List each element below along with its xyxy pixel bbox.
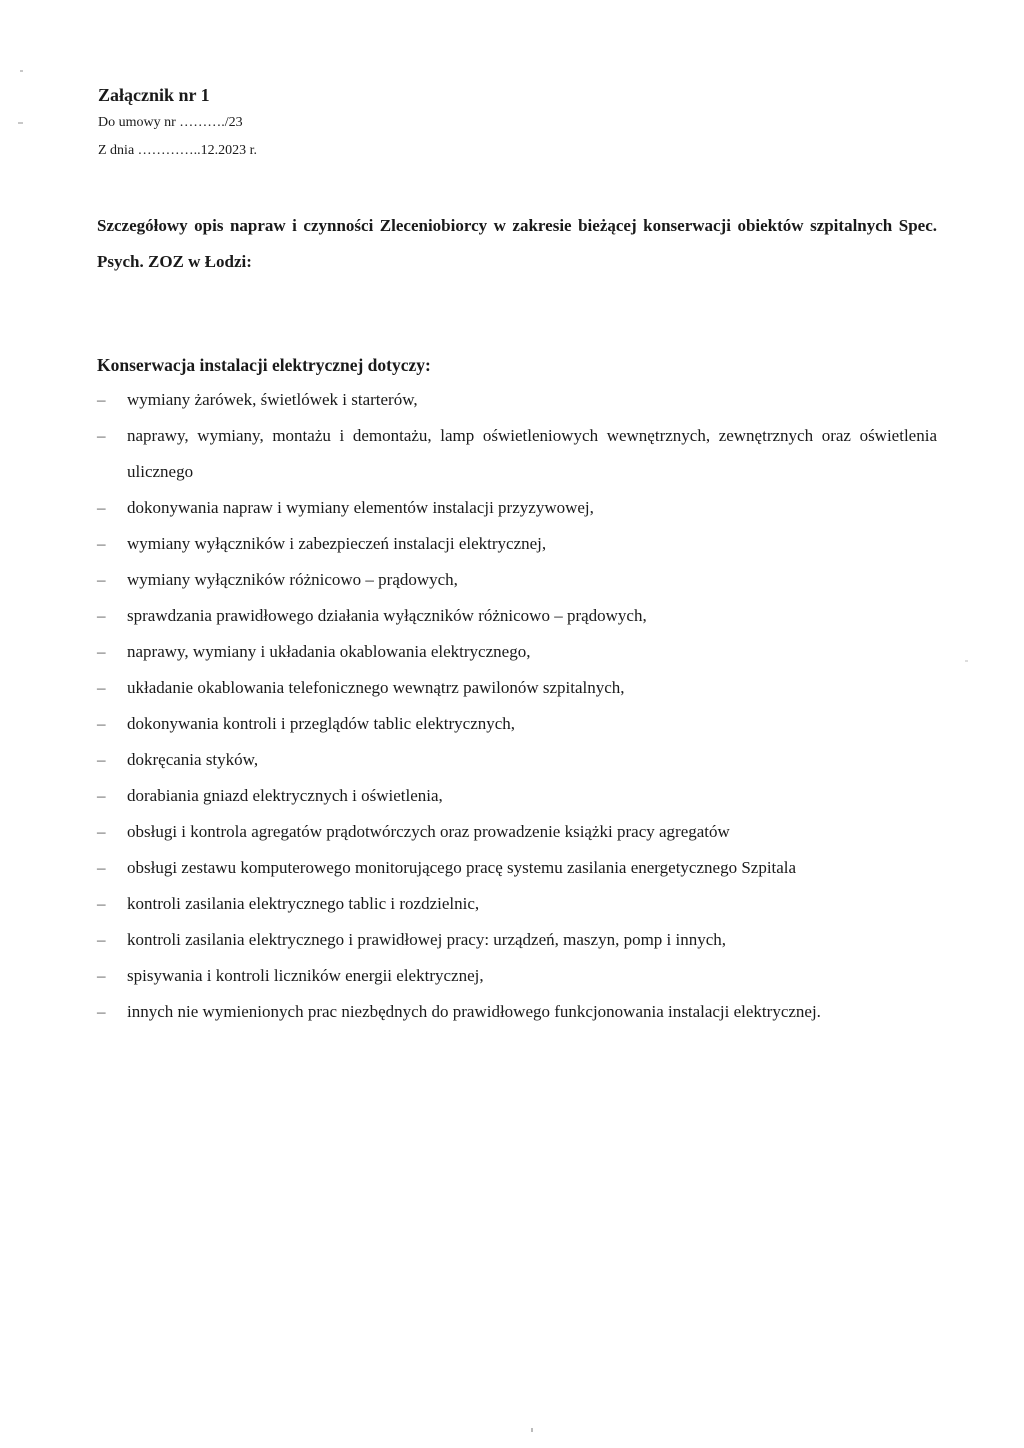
dash-bullet-icon: –	[97, 1002, 106, 1021]
document-title: Szczegółowy opis napraw i czynności Zleceniobiorcy w zakresie bieżącej konserwacji obiektów szpitalnych Spec. Psych. ZOZ w Łodzi:	[97, 216, 937, 271]
list-item-text: naprawy, wymiany i układania okablowania elektrycznego,	[127, 642, 531, 661]
electrical-maintenance-section	[97, 353, 937, 1030]
list-item-text: kontroli zasilania elektrycznego tablic i rozdzielnic,	[127, 894, 480, 913]
list-item-text: wymiany żarówek, świetlówek i starterów,	[127, 390, 418, 409]
dash-bullet-icon: –	[97, 750, 106, 769]
list-item	[97, 850, 937, 886]
scan-mark-right	[965, 660, 968, 662]
dash-bullet-icon: –	[97, 894, 106, 913]
list-item-text: wymiany wyłączników i zabezpieczeń instalacji elektrycznej,	[127, 534, 547, 553]
list-item	[97, 994, 937, 1030]
list-item	[97, 598, 937, 634]
dash-bullet-icon: –	[97, 786, 106, 805]
dash-bullet-icon: –	[97, 426, 106, 445]
scan-mark-left	[18, 122, 23, 124]
list-item	[97, 814, 937, 850]
dash-bullet-icon: –	[97, 678, 106, 697]
list-item-text: sprawdzania prawidłowego działania wyłączników różnicowo – prądowych,	[127, 606, 647, 625]
task-list	[97, 382, 937, 1030]
list-item-text: obsługi zestawu komputerowego monitorującego pracę systemu zasilania energetycznego Szpitala	[127, 858, 797, 877]
list-item	[97, 526, 937, 562]
dash-bullet-icon: –	[97, 570, 106, 589]
annex-title: Załącznik nr 1	[98, 85, 210, 105]
list-item	[97, 886, 937, 922]
list-item-text: innych nie wymienionych prac niezbędnych do prawidłowego funkcjonowania instalacji elektrycznej.	[127, 1002, 821, 1021]
dash-bullet-icon: –	[97, 498, 106, 517]
scan-mark-top	[20, 70, 23, 72]
document-header	[98, 84, 698, 171]
list-item	[97, 490, 937, 526]
dash-bullet-icon: –	[97, 606, 106, 625]
dash-bullet-icon: –	[97, 966, 106, 985]
list-item	[97, 742, 937, 778]
scan-mark-bottom	[531, 1428, 533, 1432]
list-item-text: wymiany wyłączników różnicowo – prądowych,	[127, 570, 458, 589]
section-heading: Konserwacja instalacji elektrycznej dotyczy:	[97, 355, 431, 375]
list-item	[97, 418, 937, 490]
list-item-text: spisywania i kontroli liczników energii elektrycznej,	[127, 966, 484, 985]
list-item	[97, 778, 937, 814]
dash-bullet-icon: –	[97, 858, 106, 877]
dash-bullet-icon: –	[97, 642, 106, 661]
list-item-text: dokonywania napraw i wymiany elementów instalacji przyzywowej,	[127, 498, 594, 517]
dash-bullet-icon: –	[97, 534, 106, 553]
dash-bullet-icon: –	[97, 822, 106, 841]
dash-bullet-icon: –	[97, 390, 106, 409]
list-item	[97, 382, 937, 418]
list-item-text: obsługi i kontrola agregatów prądotwórczych oraz prowadzenie książki pracy agregatów	[127, 822, 730, 841]
list-item	[97, 670, 937, 706]
dash-bullet-icon: –	[97, 930, 106, 949]
contract-number-line: Do umowy nr ………./23	[98, 115, 243, 130]
list-item	[97, 922, 937, 958]
list-item	[97, 634, 937, 670]
list-item	[97, 958, 937, 994]
list-item-text: dorabiania gniazd elektrycznych i oświetlenia,	[127, 786, 443, 805]
list-item-text: naprawy, wymiany, montażu i demontażu, lamp oświetleniowych wewnętrznych, zewnętrznych oraz oświetlenia ulicznego	[127, 426, 937, 481]
list-item-text: dokonywania kontroli i przeglądów tablic elektrycznych,	[127, 714, 516, 733]
list-item-text: dokręcania styków,	[127, 750, 259, 769]
dash-bullet-icon: –	[97, 714, 106, 733]
contract-date-line: Z dnia …………..12.2023 r.	[98, 143, 258, 158]
list-item	[97, 706, 937, 742]
list-item-text: kontroli zasilania elektrycznego i prawidłowej pracy: urządzeń, maszyn, pomp i innych,	[127, 930, 727, 949]
list-item	[97, 562, 937, 598]
list-item-text: układanie okablowania telefonicznego wewnątrz pawilonów szpitalnych,	[127, 678, 625, 697]
